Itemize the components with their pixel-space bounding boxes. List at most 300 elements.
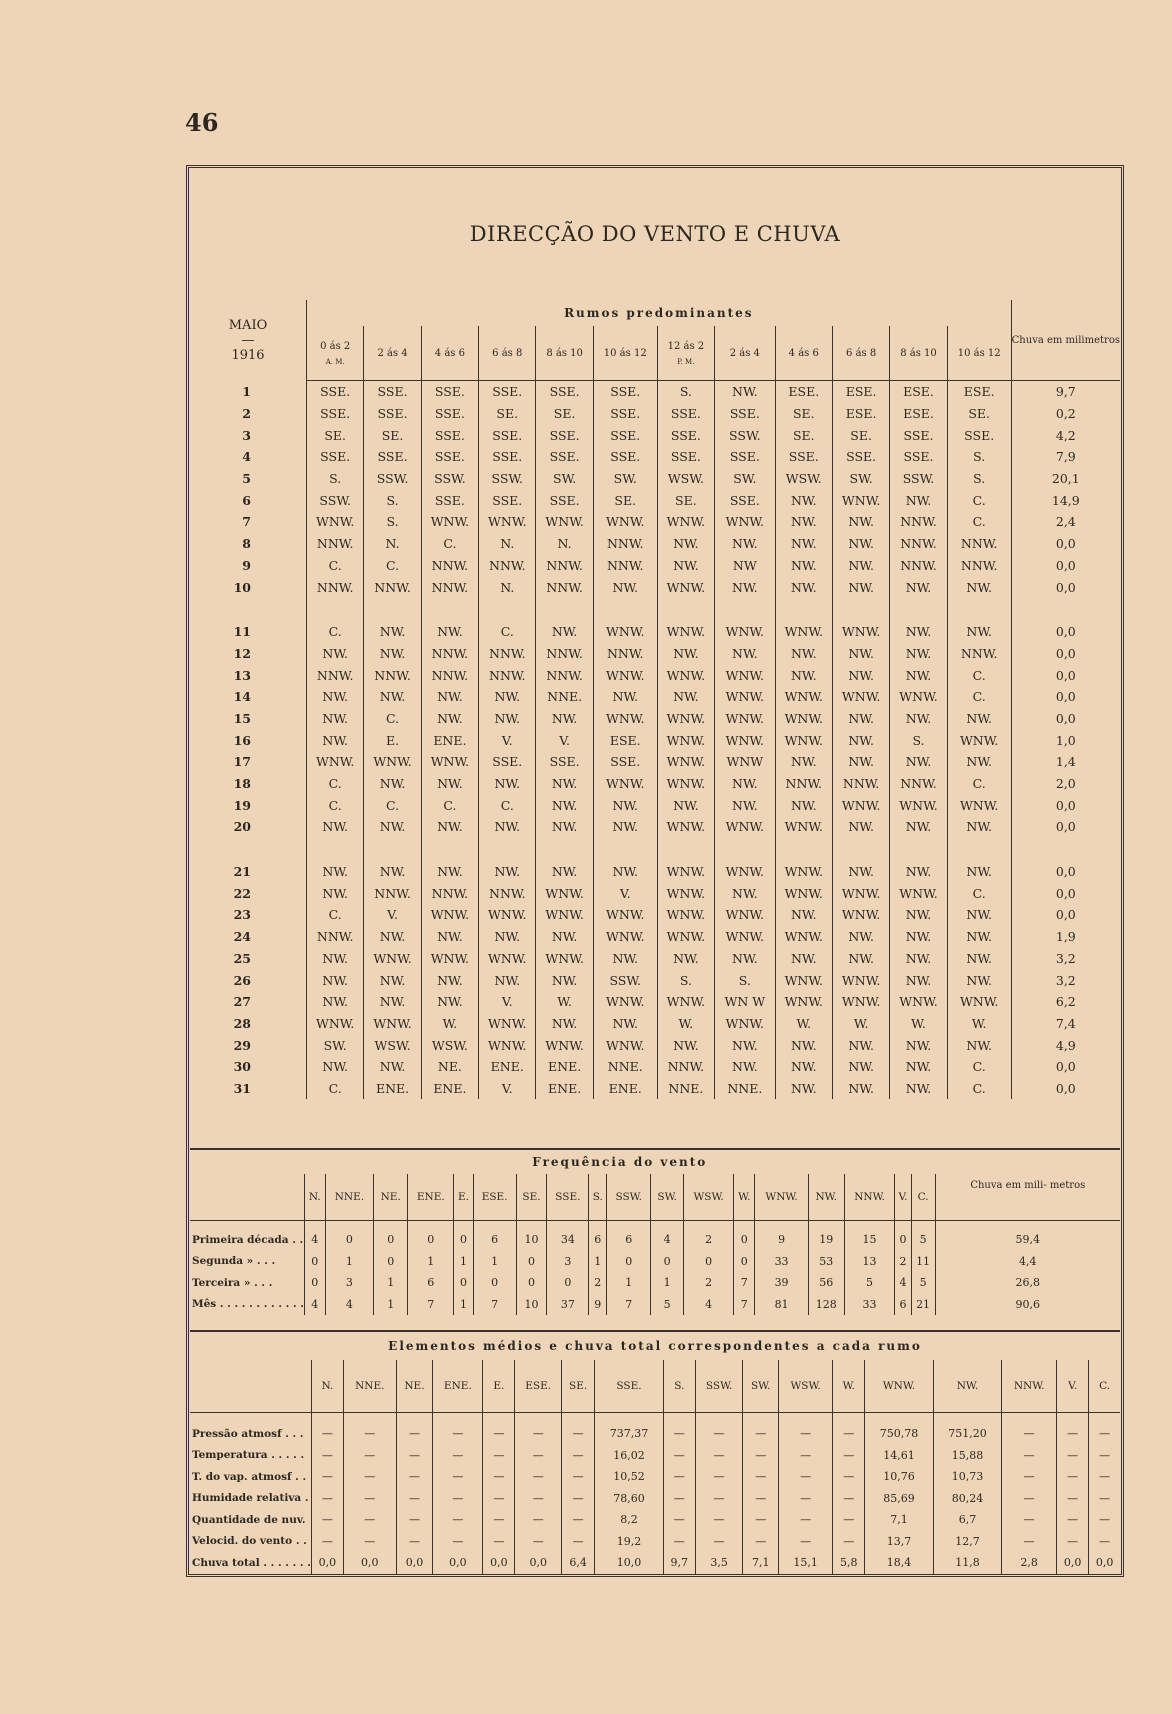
- wind-direction-cell: ENE.: [479, 1056, 536, 1078]
- element-value-cell: 15,1: [779, 1552, 833, 1574]
- wind-direction-cell: NW.: [715, 1056, 776, 1078]
- wind-direction-cell: C.: [947, 664, 1011, 686]
- element-value-cell: —: [743, 1466, 779, 1488]
- frequency-cell: 0: [734, 1221, 755, 1251]
- frequency-cell: 4: [305, 1294, 326, 1316]
- elements-header: Elementos médios e chuva total correspondentes a cada rumo: [388, 1339, 922, 1353]
- wind-direction-cell: NNW.: [364, 576, 421, 598]
- element-value-cell: —: [311, 1413, 343, 1445]
- element-value-cell: —: [343, 1488, 396, 1510]
- wind-direction-cell: SSE.: [421, 424, 478, 446]
- element-value-cell: —: [562, 1413, 595, 1445]
- direction-column-header: NNW.: [1002, 1360, 1057, 1413]
- direction-column-header: SE.: [562, 1360, 595, 1413]
- wind-direction-cell: NW.: [364, 861, 421, 883]
- wind-direction-cell: S.: [364, 511, 421, 533]
- wind-direction-cell: WNW.: [307, 751, 364, 773]
- wind-direction-cell: NW.: [947, 1034, 1011, 1056]
- frequency-cell: 0: [895, 1221, 911, 1251]
- frequency-cell: 6: [408, 1272, 454, 1294]
- wind-direction-cell: WNW.: [715, 511, 776, 533]
- wind-direction-cell: WNW.: [657, 708, 714, 730]
- element-value-cell: —: [396, 1445, 433, 1467]
- wind-direction-cell: NNW.: [307, 664, 364, 686]
- wind-direction-cell: SSE.: [775, 446, 832, 468]
- element-value-cell: —: [833, 1445, 865, 1467]
- frequency-cell: 0: [454, 1221, 473, 1251]
- wind-direction-cell: WNW.: [479, 948, 536, 970]
- wind-direction-cell: SSE.: [593, 403, 657, 425]
- element-value-cell: —: [311, 1445, 343, 1467]
- element-value-cell: —: [515, 1509, 562, 1531]
- am-label: A. M.: [325, 357, 345, 366]
- table-row: [190, 489, 1120, 511]
- table-row: [190, 1221, 1120, 1251]
- time-column-label: 2 ás 4: [377, 347, 408, 359]
- element-value-cell: —: [695, 1413, 743, 1445]
- rain-cell: 9,7: [1055, 384, 1076, 400]
- time-column-header: [536, 326, 593, 381]
- element-value-cell: —: [433, 1531, 483, 1553]
- wind-direction-cell: NW.: [890, 643, 947, 665]
- day-number: 9: [190, 555, 307, 577]
- time-column-header: [307, 326, 364, 381]
- frequency-cell: 19: [808, 1221, 844, 1251]
- frequency-cell: 10: [516, 1294, 547, 1316]
- frequency-cell: 81: [755, 1294, 808, 1316]
- wind-direction-cell: SE.: [364, 424, 421, 446]
- frequency-cell: 7: [473, 1294, 516, 1316]
- time-column-header: [657, 326, 714, 381]
- decade-separator: [190, 838, 1120, 861]
- wind-direction-cell: WNW.: [536, 948, 593, 970]
- time-column-header: [890, 326, 947, 381]
- wind-direction-cell: NW: [715, 555, 776, 577]
- element-value-cell: —: [1099, 1491, 1111, 1505]
- wind-direction-cell: N.: [479, 533, 536, 555]
- frequency-header: Frequência do vento: [305, 1149, 936, 1174]
- direction-column-header: WSW.: [684, 1174, 734, 1221]
- wind-direction-cell: ENE.: [421, 729, 478, 751]
- rain-cell: 20,1: [1051, 471, 1080, 487]
- wind-direction-cell: SSE.: [421, 446, 478, 468]
- element-value-cell: —: [1002, 1466, 1057, 1488]
- wind-direction-cell: NW.: [947, 576, 1011, 598]
- wind-direction-cell: NW.: [832, 1056, 889, 1078]
- table-row: [190, 686, 1120, 708]
- wind-direction-cell: WNW.: [775, 926, 832, 948]
- rain-cell: 0,0: [1055, 536, 1076, 552]
- wind-direction-cell: WNW.: [657, 511, 714, 533]
- direction-column-header: N.: [311, 1360, 343, 1413]
- wind-direction-cell: NW.: [536, 708, 593, 730]
- wind-direction-cell: NW.: [890, 1078, 947, 1100]
- wind-direction-cell: NW.: [715, 948, 776, 970]
- element-value-cell: 10,73: [933, 1466, 1001, 1488]
- wind-direction-cell: NW.: [307, 991, 364, 1013]
- wind-direction-cell: NW.: [775, 555, 832, 577]
- element-value-cell: —: [1057, 1466, 1089, 1488]
- element-value-cell: —: [695, 1488, 743, 1510]
- rain-cell: 0,0: [1055, 864, 1076, 880]
- wind-direction-cell: NW.: [364, 1056, 421, 1078]
- time-column-label: 12 ás 2: [667, 340, 705, 352]
- wind-direction-cell: ESE.: [947, 381, 1011, 403]
- wind-direction-cell: NW.: [775, 511, 832, 533]
- wind-direction-cell: NW.: [775, 904, 832, 926]
- wind-direction-cell: NW.: [307, 882, 364, 904]
- frequency-cell: 0: [374, 1221, 408, 1251]
- day-number: 25: [190, 948, 307, 970]
- wind-direction-cell: NNW.: [947, 555, 1011, 577]
- wind-direction-cell: W.: [657, 1013, 714, 1035]
- frequency-cell: 37: [547, 1294, 589, 1316]
- element-value-cell: —: [1099, 1513, 1111, 1527]
- wind-direction-cell: WNW.: [421, 904, 478, 926]
- wind-direction-cell: SSE.: [593, 751, 657, 773]
- wind-direction-cell: NNW.: [536, 555, 593, 577]
- wind-direction-cell: SSE.: [536, 446, 593, 468]
- element-value-cell: —: [743, 1413, 779, 1445]
- day-number: 17: [190, 751, 307, 773]
- wind-direction-cell: SSE.: [364, 381, 421, 403]
- wind-direction-cell: SW.: [536, 468, 593, 490]
- element-value-cell: —: [779, 1466, 833, 1488]
- wind-direction-cell: WNW: [715, 751, 776, 773]
- wind-direction-cell: SSE.: [890, 424, 947, 446]
- element-value-cell: —: [1002, 1531, 1057, 1553]
- rain-cell: 6,2: [1055, 994, 1076, 1010]
- time-column-label: 2 ás 4: [729, 347, 760, 359]
- wind-direction-cell: NW.: [832, 643, 889, 665]
- direction-column-header: NNE.: [325, 1174, 374, 1221]
- wind-direction-cell: NNW.: [307, 533, 364, 555]
- table-row: [190, 1013, 1120, 1035]
- wind-direction-cell: C.: [947, 882, 1011, 904]
- element-value-cell: —: [433, 1488, 483, 1510]
- wind-direction-cell: NNW.: [947, 533, 1011, 555]
- wind-direction-cell: SE.: [479, 403, 536, 425]
- wind-direction-cell: SSE.: [715, 489, 776, 511]
- wind-direction-cell: NW.: [307, 969, 364, 991]
- wind-direction-cell: WNW.: [536, 511, 593, 533]
- wind-direction-cell: WNW.: [657, 751, 714, 773]
- wind-direction-cell: ESE.: [832, 381, 889, 403]
- element-value-cell: —: [343, 1509, 396, 1531]
- wind-direction-cell: SSE.: [657, 446, 714, 468]
- frequency-cell: 4: [895, 1272, 911, 1294]
- wind-direction-cell: WNW.: [832, 794, 889, 816]
- wind-direction-cell: NNW.: [479, 882, 536, 904]
- wind-direction-cell: NW.: [715, 882, 776, 904]
- time-column-header: [715, 326, 776, 381]
- wind-direction-cell: WNW.: [775, 882, 832, 904]
- time-column-header: [947, 326, 1011, 381]
- wind-direction-cell: SSE.: [536, 381, 593, 403]
- element-value-cell: —: [1057, 1531, 1089, 1553]
- wind-direction-cell: C.: [307, 904, 364, 926]
- table-row: [190, 773, 1120, 795]
- element-value-cell: —: [663, 1413, 695, 1445]
- wind-direction-cell: WNW.: [775, 816, 832, 838]
- element-value-cell: —: [343, 1531, 396, 1553]
- element-value-cell: —: [433, 1445, 483, 1467]
- wind-direction-cell: NW.: [307, 861, 364, 883]
- element-value-cell: —: [515, 1488, 562, 1510]
- wind-direction-cell: NW.: [536, 816, 593, 838]
- direction-column-header: W.: [833, 1360, 865, 1413]
- day-number: 28: [190, 1013, 307, 1035]
- element-value-cell: —: [1057, 1509, 1089, 1531]
- element-value-cell: 10,76: [865, 1466, 933, 1488]
- frequency-cell: 1: [374, 1272, 408, 1294]
- wind-direction-cell: NNW.: [479, 664, 536, 686]
- frequency-cell: 9: [589, 1294, 607, 1316]
- element-value-cell: —: [779, 1413, 833, 1445]
- element-value-cell: —: [1099, 1470, 1111, 1484]
- wind-direction-cell: SSE.: [593, 424, 657, 446]
- wind-direction-cell: SSE.: [307, 403, 364, 425]
- wind-direction-cell: WSW.: [421, 1034, 478, 1056]
- wind-direction-cell: NW.: [947, 816, 1011, 838]
- wind-direction-cell: SSE.: [421, 381, 478, 403]
- frequency-cell: 0: [305, 1251, 326, 1273]
- wind-direction-cell: NW.: [307, 643, 364, 665]
- element-value-cell: —: [515, 1445, 562, 1467]
- wind-direction-cell: NW.: [832, 751, 889, 773]
- time-column-header: [775, 326, 832, 381]
- element-value-cell: —: [833, 1466, 865, 1488]
- wind-direction-cell: NW.: [657, 643, 714, 665]
- wind-direction-cell: ESE.: [890, 403, 947, 425]
- wind-direction-cell: NNW.: [421, 555, 478, 577]
- wind-direction-cell: S.: [947, 468, 1011, 490]
- wind-direction-cell: NW.: [947, 708, 1011, 730]
- wind-direction-cell: SW.: [715, 468, 776, 490]
- row-label: Mês . . . . . . . . . . . .: [190, 1294, 305, 1316]
- wind-direction-cell: SSW.: [890, 468, 947, 490]
- direction-column-header: SW.: [743, 1360, 779, 1413]
- element-value-cell: —: [483, 1509, 515, 1531]
- direction-column-header: SE.: [516, 1174, 547, 1221]
- table-row: [190, 403, 1120, 425]
- wind-direction-cell: WNW.: [657, 621, 714, 643]
- wind-direction-cell: NW.: [775, 751, 832, 773]
- wind-direction-cell: NNW.: [536, 664, 593, 686]
- wind-direction-cell: NNW.: [307, 576, 364, 598]
- wind-direction-cell: SSE.: [421, 403, 478, 425]
- element-value-cell: 737,37: [595, 1413, 663, 1445]
- wind-direction-cell: NW.: [947, 751, 1011, 773]
- wind-direction-cell: NW.: [715, 1034, 776, 1056]
- element-value-cell: —: [1099, 1448, 1111, 1462]
- wind-direction-cell: WNW.: [364, 948, 421, 970]
- wind-direction-cell: NNW.: [593, 643, 657, 665]
- element-value-cell: 7,1: [865, 1509, 933, 1531]
- wind-direction-cell: WNW.: [307, 1013, 364, 1035]
- direction-column-header: NNE.: [343, 1360, 396, 1413]
- wind-direction-cell: WNW.: [832, 991, 889, 1013]
- wind-direction-cell: NW.: [890, 708, 947, 730]
- rain-cell: 1,4: [1055, 754, 1076, 770]
- table-row: [190, 1531, 1120, 1553]
- wind-direction-cell: NW.: [947, 926, 1011, 948]
- wind-direction-cell: WNW.: [479, 904, 536, 926]
- wind-direction-cell: W.: [536, 991, 593, 1013]
- rain-cell: 0,0: [1055, 819, 1076, 835]
- day-number: 7: [190, 511, 307, 533]
- element-value-cell: 14,61: [865, 1445, 933, 1467]
- day-number: 19: [190, 794, 307, 816]
- wind-direction-cell: NNE.: [593, 1056, 657, 1078]
- wind-direction-cell: WNW.: [775, 991, 832, 1013]
- frequency-cell: 7: [408, 1294, 454, 1316]
- frequency-cell: 5: [911, 1221, 935, 1251]
- frequency-cell: 0: [734, 1251, 755, 1273]
- wind-direction-cell: SW.: [307, 1034, 364, 1056]
- wind-direction-cell: V.: [479, 991, 536, 1013]
- wind-direction-cell: WNW.: [593, 773, 657, 795]
- wind-direction-cell: NNW.: [479, 643, 536, 665]
- frequency-rain-header: Chuva em mili- metros: [935, 1149, 1120, 1221]
- rain-cell: 0,0: [1055, 579, 1076, 595]
- wind-direction-cell: NNW.: [890, 773, 947, 795]
- wind-direction-cell: NW.: [832, 555, 889, 577]
- rain-cell: 3,2: [1055, 950, 1076, 966]
- wind-direction-cell: WNW.: [947, 794, 1011, 816]
- frequency-rain-cell: 59,4: [1015, 1233, 1041, 1247]
- wind-direction-cell: NW.: [775, 1034, 832, 1056]
- wind-direction-cell: NW.: [421, 969, 478, 991]
- wind-direction-cell: NW.: [593, 816, 657, 838]
- wind-direction-cell: C.: [947, 686, 1011, 708]
- wind-direction-cell: C.: [947, 773, 1011, 795]
- wind-direction-cell: ESE.: [775, 381, 832, 403]
- wind-direction-cell: NW.: [715, 643, 776, 665]
- wind-direction-cell: WNW.: [947, 729, 1011, 751]
- table-row: [190, 1445, 1120, 1467]
- wind-direction-cell: C.: [307, 555, 364, 577]
- table-row: [190, 1034, 1120, 1056]
- wind-direction-cell: NNW.: [307, 926, 364, 948]
- wind-direction-cell: NW.: [536, 621, 593, 643]
- element-value-cell: —: [483, 1445, 515, 1467]
- frequency-cell: 1: [454, 1294, 473, 1316]
- frequency-cell: 5: [844, 1272, 895, 1294]
- wind-direction-cell: NW.: [947, 904, 1011, 926]
- frequency-cell: 1: [589, 1251, 607, 1273]
- wind-direction-cell: NW.: [832, 576, 889, 598]
- frequency-cell: 3: [547, 1251, 589, 1273]
- element-value-cell: —: [311, 1531, 343, 1553]
- frequency-cell: 7: [734, 1294, 755, 1316]
- table-row: [190, 729, 1120, 751]
- wind-direction-cell: NW.: [890, 816, 947, 838]
- day-number: 15: [190, 708, 307, 730]
- row-label: Quantidade de nuv.: [190, 1509, 311, 1531]
- wind-direction-cell: NW.: [479, 861, 536, 883]
- wind-direction-cell: SSE.: [307, 381, 364, 403]
- wind-direction-cell: WNW.: [715, 926, 776, 948]
- wind-direction-cell: WNW.: [593, 1034, 657, 1056]
- element-value-cell: —: [433, 1466, 483, 1488]
- direction-column-header: NNW.: [844, 1174, 895, 1221]
- direction-column-header: ESE.: [515, 1360, 562, 1413]
- element-value-cell: 751,20: [933, 1413, 1001, 1445]
- wind-direction-cell: NNW.: [536, 643, 593, 665]
- element-value-cell: 5,8: [833, 1552, 865, 1574]
- direction-column-header: N.: [305, 1174, 326, 1221]
- wind-direction-cell: C.: [421, 533, 478, 555]
- wind-direction-cell: V.: [536, 729, 593, 751]
- element-value-cell: —: [663, 1509, 695, 1531]
- wind-direction-cell: S.: [307, 468, 364, 490]
- row-label: Chuva total . . . . . . .: [190, 1552, 311, 1574]
- wind-direction-cell: NW.: [947, 948, 1011, 970]
- wind-direction-cell: WNW.: [593, 664, 657, 686]
- wind-direction-cell: WNW.: [479, 1034, 536, 1056]
- wind-direction-cell: NNW.: [421, 643, 478, 665]
- wind-direction-cell: WSW.: [364, 1034, 421, 1056]
- frequency-cell: 5: [911, 1272, 935, 1294]
- wind-direction-cell: C.: [307, 1078, 364, 1100]
- rain-cell: 7,9: [1055, 449, 1076, 465]
- wind-direction-cell: ENE.: [536, 1056, 593, 1078]
- wind-direction-cell: ENE.: [536, 1078, 593, 1100]
- time-column-label: 4 ás 6: [788, 347, 819, 359]
- element-value-cell: —: [343, 1413, 396, 1445]
- wind-direction-cell: SSE.: [715, 403, 776, 425]
- wind-direction-cell: S.: [715, 969, 776, 991]
- wind-direction-cell: NW.: [421, 708, 478, 730]
- frequency-cell: 6: [895, 1294, 911, 1316]
- wind-direction-cell: SSE.: [657, 403, 714, 425]
- wind-direction-cell: NW.: [890, 664, 947, 686]
- table-row: [190, 1552, 1120, 1574]
- element-value-cell: —: [695, 1466, 743, 1488]
- element-value-cell: —: [483, 1413, 515, 1445]
- wind-direction-cell: SSE.: [593, 381, 657, 403]
- element-value-cell: —: [1002, 1413, 1057, 1445]
- wind-direction-cell: NW.: [536, 1013, 593, 1035]
- wind-direction-cell: NW.: [832, 861, 889, 883]
- row-label: Humidade relativa .: [190, 1488, 311, 1510]
- wind-direction-cell: WNW.: [775, 686, 832, 708]
- wind-direction-cell: NW.: [421, 686, 478, 708]
- wind-direction-cell: NW.: [479, 816, 536, 838]
- direction-column-header: SSE.: [547, 1174, 589, 1221]
- wind-direction-cell: NW.: [775, 576, 832, 598]
- wind-direction-cell: NW.: [832, 708, 889, 730]
- wind-direction-cell: SSE.: [421, 489, 478, 511]
- wind-direction-cell: WNW.: [890, 882, 947, 904]
- wind-direction-cell: NW.: [890, 861, 947, 883]
- wind-direction-cell: SSE.: [479, 424, 536, 446]
- wind-direction-cell: NW.: [479, 926, 536, 948]
- frequency-cell: 0: [516, 1272, 547, 1294]
- wind-direction-cell: NW.: [890, 621, 947, 643]
- wind-direction-cell: NW.: [364, 991, 421, 1013]
- wind-direction-cell: NW.: [307, 708, 364, 730]
- wind-direction-cell: C.: [307, 621, 364, 643]
- wind-direction-cell: S.: [657, 381, 714, 403]
- wind-direction-cell: WNW.: [832, 621, 889, 643]
- frequency-cell: 10: [516, 1221, 547, 1251]
- element-value-cell: —: [562, 1488, 595, 1510]
- wind-direction-cell: WNW.: [364, 751, 421, 773]
- element-value-cell: 9,7: [663, 1552, 695, 1574]
- wind-direction-cell: V.: [479, 1078, 536, 1100]
